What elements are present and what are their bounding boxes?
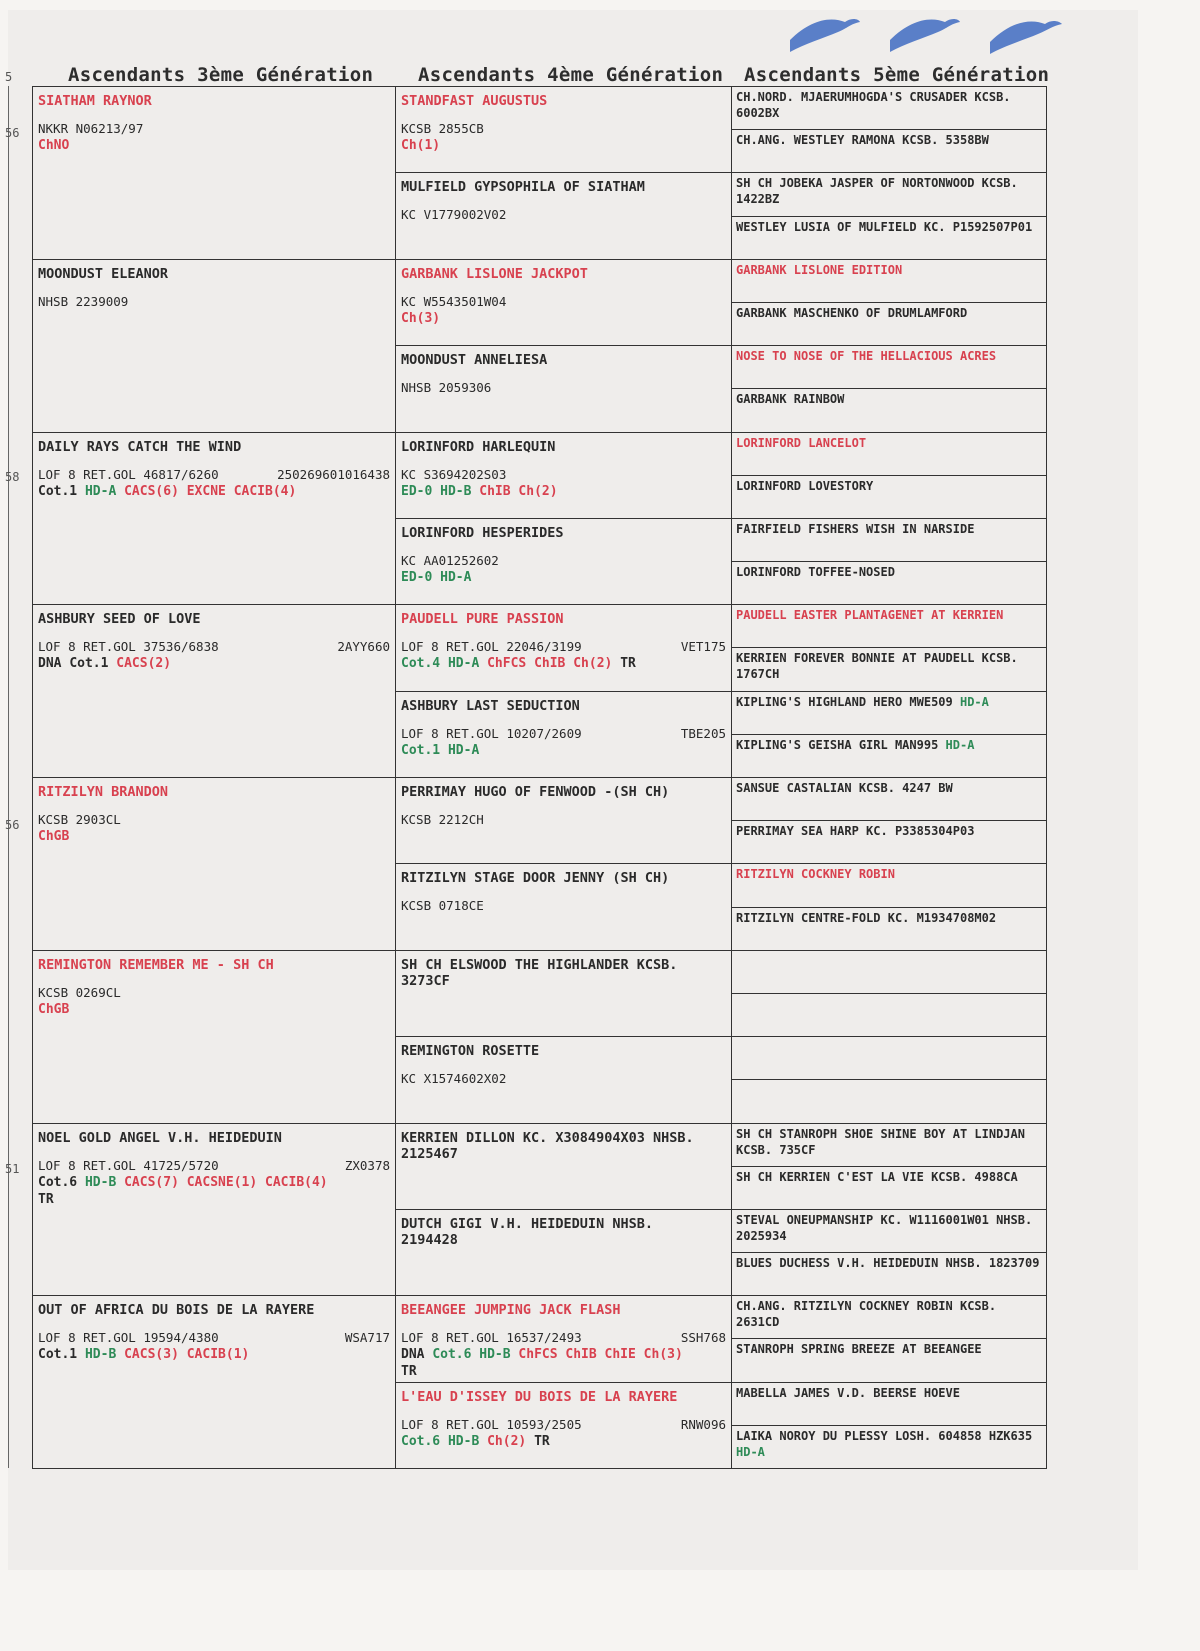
- gen5-cell: [731, 1079, 1047, 1122]
- title-badge: Ch(3): [401, 310, 441, 326]
- title-badge: Cot.1: [38, 483, 78, 499]
- title-badge: ChFCS: [487, 656, 527, 672]
- gen3-cell: [32, 777, 395, 950]
- registration-number: NHSB 2239009: [38, 293, 129, 309]
- registration: [38, 121, 395, 136]
- dog-name: MULFIELD GYPSOPHILA OF SIATHAM: [401, 179, 645, 196]
- gen4-cell: [395, 691, 731, 777]
- title-badge: Cot.1: [69, 656, 109, 672]
- ancestor-name: [736, 348, 1040, 364]
- ancestor-name: [736, 1428, 1040, 1460]
- gen5-cell: [731, 1382, 1047, 1425]
- title-badge: Ch(2): [518, 483, 558, 499]
- ancestor-text: GARBANK RAINBOW: [736, 392, 845, 407]
- registration-number: KC X1574602X02: [401, 1071, 507, 1087]
- title-badge: CACIB(1): [186, 1347, 250, 1363]
- ancestor-name: [736, 175, 1040, 207]
- title-badge: ChGB: [38, 1001, 70, 1017]
- health-badge: HD-A: [736, 1444, 765, 1459]
- dog-name: GARBANK LISLONE JACKPOT: [401, 265, 588, 282]
- registration: [401, 1417, 731, 1432]
- ancestor-name: [736, 219, 1040, 235]
- dog-name-cont: 3273CF: [401, 972, 450, 989]
- ancestor-text: GARBANK LISLONE EDITION: [736, 262, 903, 277]
- titles-line: [401, 656, 731, 671]
- registration: [401, 380, 731, 395]
- gen5-cell: [731, 734, 1047, 777]
- ancestor-name: [736, 89, 1040, 121]
- registration: [401, 121, 731, 136]
- registration-number: KCSB 2212CH: [401, 812, 484, 827]
- title-badge: ED-0: [401, 569, 433, 585]
- registration: [401, 553, 731, 568]
- registration: [38, 985, 395, 1000]
- gen5-cell: [731, 259, 1047, 302]
- registration-number: NKKR N06213/97: [38, 121, 144, 136]
- gen4-cell: [395, 86, 731, 172]
- ancestor-name: [736, 866, 1040, 882]
- dog-id: 2AYY660: [337, 639, 390, 655]
- gen4-cell: [395, 863, 731, 949]
- registration-number: KC W5543501W04: [401, 293, 507, 309]
- dog-name-cont: 2194428: [401, 1231, 458, 1248]
- title-badge: ChGB: [38, 829, 70, 844]
- ancestor-name: [736, 564, 1040, 580]
- grid-bottom-border: [32, 1468, 1047, 1469]
- ancestor-name: [736, 435, 1040, 451]
- title-badge: ED-0: [401, 483, 433, 499]
- registration: [401, 207, 731, 222]
- title-badge: DNA: [38, 656, 62, 672]
- ancestor-name: [736, 1298, 1040, 1330]
- registration: [38, 294, 395, 309]
- bird-logo: [790, 10, 1090, 60]
- title-badge: ChIB: [534, 656, 566, 672]
- registration-number: LOF 8 RET.GOL 22046/3199: [401, 639, 582, 655]
- registration: [401, 726, 731, 741]
- gen5-cell: [731, 1036, 1047, 1079]
- ancestor-name: [736, 132, 1040, 148]
- left-edge-fragment: 51: [5, 1162, 20, 1176]
- title-badge: HD-B: [479, 1347, 511, 1363]
- gen4-cell: [395, 345, 731, 431]
- dog-name: ASHBURY LAST SEDUCTION: [401, 697, 580, 714]
- gen5-cell: [731, 475, 1047, 518]
- title-badge: Cot.4: [401, 656, 441, 672]
- dog-name: PERRIMAY HUGO OF FENWOOD -(SH CH): [401, 784, 670, 800]
- dog-id: ZX0378: [344, 1157, 390, 1173]
- gen5-cell: [731, 820, 1047, 863]
- title-badge: HD-A: [447, 742, 480, 758]
- gen3-cell: [32, 432, 395, 605]
- gen3-cell: [32, 604, 395, 777]
- left-edge-fragment: 56: [5, 126, 20, 140]
- titles-line: [38, 484, 395, 499]
- registration: [401, 898, 731, 913]
- titles-line-2: TR: [38, 1191, 54, 1207]
- title-badge: ChIE: [604, 1347, 636, 1363]
- dog-name: REMINGTON ROSETTE: [401, 1043, 540, 1060]
- ancestor-name: [736, 1169, 1040, 1185]
- registration-number: KC V1779002V02: [401, 207, 507, 223]
- titles-line: [401, 743, 731, 758]
- title-badge: Cot.6: [38, 1174, 78, 1190]
- ancestor-text: KIPLING'S HIGHLAND HERO MWE509: [736, 694, 953, 709]
- ancestor-name: [736, 305, 1040, 321]
- header-gen4: Ascendants 4ème Génération: [418, 64, 724, 86]
- titles-line: [38, 138, 395, 153]
- gen5-cell: [731, 993, 1047, 1036]
- gen5-cell: [731, 216, 1047, 259]
- title-badge: CACIB(4): [265, 1174, 328, 1190]
- registration-number: KC S3694202S03: [401, 466, 507, 482]
- dog-name: MOONDUST ELEANOR: [38, 265, 169, 282]
- ancestor-name: [736, 694, 1040, 710]
- title-badge: HD-A: [84, 483, 117, 499]
- title-badge: ChIB: [479, 483, 511, 499]
- registration: [38, 639, 395, 654]
- dog-name: NOEL GOLD ANGEL V.H. HEIDEDUIN: [38, 1129, 282, 1146]
- registration-number: LOF 8 RET.GOL 10207/2609: [401, 725, 582, 741]
- ancestor-name: [736, 262, 1040, 278]
- gen3-cell: [32, 86, 395, 259]
- registration-number: KCSB 2855CB: [401, 121, 484, 136]
- titles-line: [401, 138, 731, 153]
- header-gen5: Ascendants 5ème Génération: [744, 64, 1050, 86]
- gen5-cell: [731, 432, 1047, 475]
- gen5-cell: [731, 1252, 1047, 1295]
- titles-line: [38, 1175, 395, 1190]
- gen5-cell: [731, 1209, 1047, 1252]
- title-badge: Ch(1): [401, 138, 441, 153]
- gen5-cell: [731, 1123, 1047, 1166]
- ancestor-name: [736, 1385, 1040, 1401]
- ancestor-name: [736, 780, 1040, 796]
- gen5-cell: [731, 777, 1047, 820]
- dog-name: SIATHAM RAYNOR: [38, 93, 152, 109]
- dog-name: RITZILYN BRANDON: [38, 784, 169, 800]
- dog-name: REMINGTON REMEMBER ME - SH CH: [38, 956, 274, 973]
- gen5-cell: [731, 172, 1047, 215]
- ancestor-text: KERRIEN FOREVER BONNIE AT PAUDELL KCSB. 1767CH: [736, 651, 1018, 682]
- gen5-cell: [731, 129, 1047, 172]
- ancestor-text: RITZILYN CENTRE-FOLD KC. M1934708M02: [736, 910, 997, 925]
- registration-number: LOF 8 RET.GOL 19594/4380: [38, 1330, 219, 1346]
- ancestor-text: CH.ANG. WESTLEY RAMONA KCSB. 5358BW: [736, 133, 989, 148]
- titles-line: [401, 570, 731, 585]
- gen4-cell: [395, 1295, 731, 1381]
- title-badge: Ch(3): [643, 1347, 683, 1363]
- title-badge: TR: [534, 1433, 550, 1449]
- registration: [38, 467, 395, 482]
- ancestor-text: GARBANK MASCHENKO OF DRUMLAMFORD: [736, 305, 968, 320]
- ancestor-text: KIPLING'S GEISHA GIRL MAN995: [736, 737, 939, 752]
- ancestor-name: [736, 1341, 1040, 1357]
- registration-number: KCSB 2903CL: [38, 812, 121, 827]
- ancestor-text: BLUES DUCHESS V.H. HEIDEDUIN NHSB. 1823709: [736, 1256, 1040, 1271]
- dog-name-cont: 2125467: [401, 1145, 458, 1162]
- gen5-cell: [731, 691, 1047, 734]
- ancestor-name: [736, 910, 1040, 926]
- ancestor-text: WESTLEY LUSIA OF MULFIELD KC. P1592507P01: [736, 219, 1033, 234]
- gen5-cell: [731, 388, 1047, 431]
- dog-id: RNW096: [680, 1416, 726, 1432]
- gen4-cell: [395, 1036, 731, 1122]
- gen5-cell: [731, 907, 1047, 950]
- titles-line: [401, 311, 731, 326]
- dog-name: RITZILYN STAGE DOOR JENNY (SH CH): [401, 870, 670, 887]
- gen5-cell: [731, 561, 1047, 604]
- registration: [38, 1158, 395, 1173]
- titles-line: [401, 1434, 731, 1449]
- registration-number: LOF 8 RET.GOL 46817/6260: [38, 466, 219, 482]
- ancestor-text: CH.ANG. RITZILYN COCKNEY ROBIN KCSB. 2631CD: [736, 1299, 997, 1330]
- dog-id: WSA717: [344, 1330, 390, 1346]
- ancestor-name: [736, 1212, 1040, 1244]
- dog-name: STANDFAST AUGUSTUS: [401, 93, 548, 109]
- registration-number: NHSB 2059306: [401, 380, 492, 396]
- gen5-cell: [731, 345, 1047, 388]
- registration-number: LOF 8 RET.GOL 41725/5720: [38, 1157, 219, 1173]
- ancestor-text: LORINFORD TOFFEE-NOSED: [736, 565, 895, 580]
- registration: [38, 1330, 395, 1345]
- gen4-cell: [395, 172, 731, 258]
- registration-number: KCSB 0269CL: [38, 984, 121, 1000]
- title-badge: CACSNE(1): [186, 1174, 258, 1190]
- gen3-cell: [32, 950, 395, 1123]
- titles-line-2: TR: [401, 1364, 417, 1380]
- gen5-cell: [731, 1338, 1047, 1381]
- gen5-cell: [731, 604, 1047, 647]
- registration-number: KC AA01252602: [401, 552, 499, 568]
- ancestor-text: SANSUE CASTALIAN KCSB. 4247 BW: [736, 781, 953, 795]
- ancestor-text: STEVAL ONEUPMANSHIP KC. W1116001W01 NHSB. 2025934: [736, 1212, 1033, 1243]
- gen3-cell: [32, 259, 395, 432]
- title-badge: ChIB: [565, 1347, 597, 1363]
- ancestor-text: CH.NORD. MJAERUMHOGDA'S CRUSADER KCSB. 6002BX: [736, 90, 1011, 120]
- title-badge: Cot.1: [401, 742, 441, 758]
- registration: [401, 812, 731, 827]
- dog-name: MOONDUST ANNELIESA: [401, 352, 548, 369]
- gen4-cell: [395, 259, 731, 345]
- ancestor-name: [736, 650, 1040, 682]
- ancestor-text: RITZILYN COCKNEY ROBIN: [736, 867, 895, 882]
- title-badge: CACS(2): [116, 656, 172, 672]
- registration: [401, 1330, 731, 1345]
- registration-number: LOF 8 RET.GOL 10593/2505: [401, 1416, 582, 1432]
- gen4-cell: [395, 604, 731, 690]
- title-badge: TR: [620, 656, 636, 672]
- gen4-cell: [395, 1123, 731, 1209]
- gen3-cell: [32, 1123, 395, 1296]
- header-gen3: Ascendants 3ème Génération: [68, 64, 374, 86]
- registration: [401, 467, 731, 482]
- dog-name: DAILY RAYS CATCH THE WIND: [38, 438, 242, 455]
- title-badge: Ch(2): [487, 1433, 527, 1449]
- title-badge: HD-B: [447, 1433, 480, 1449]
- ancestor-text: NOSE TO NOSE OF THE HELLACIOUS ACRES: [736, 349, 997, 364]
- title-badge: CACS(7): [124, 1174, 179, 1190]
- title-badge: ChNO: [38, 138, 70, 153]
- title-badge: Cot.6: [432, 1347, 472, 1363]
- dog-name: BEEANGEE JUMPING JACK FLASH: [401, 1302, 621, 1319]
- gen5-cell: [731, 518, 1047, 561]
- gen4-cell: [395, 950, 731, 1036]
- dog-name: L'EAU D'ISSEY DU BOIS DE LA RAYERE: [401, 1388, 678, 1405]
- registration: [401, 639, 731, 654]
- titles-line: [401, 484, 731, 499]
- ancestor-name: [736, 478, 1040, 494]
- titles-line: [38, 1347, 395, 1362]
- title-badge: HD-B: [84, 1174, 117, 1190]
- gen5-cell: [731, 1295, 1047, 1338]
- dog-id: VET175: [680, 639, 726, 655]
- registration-number: KCSB 0718CE: [401, 898, 484, 914]
- gen5-cell: [731, 1166, 1047, 1209]
- title-badge: HD-B: [84, 1347, 117, 1363]
- dog-id: SSH768: [680, 1330, 726, 1346]
- dog-name: LORINFORD HARLEQUIN: [401, 438, 556, 455]
- dog-id: TBE205: [680, 725, 726, 741]
- ancestor-name: [736, 1255, 1040, 1271]
- title-badge: DNA: [401, 1347, 425, 1363]
- dog-name: OUT OF AFRICA DU BOIS DE LA RAYERE: [38, 1302, 315, 1319]
- title-badge: Cot.6: [401, 1433, 441, 1449]
- left-edge-fragment: 58: [5, 470, 20, 484]
- title-badge: EXCNE: [186, 483, 226, 499]
- dog-name: LORINFORD HESPERIDES: [401, 524, 564, 541]
- ancestor-name: [736, 607, 1040, 623]
- ancestor-text: SH CH KERRIEN C'EST LA VIE KCSB. 4988CA: [736, 1169, 1018, 1184]
- titles-line: [38, 1002, 395, 1017]
- titles-line: [38, 656, 395, 671]
- health-badge: HD-A: [945, 737, 975, 752]
- ancestor-text: PAUDELL EASTER PLANTAGENET AT KERRIEN: [736, 608, 1004, 623]
- left-edge-fragment: 56: [5, 818, 20, 832]
- title-badge: CACIB(4): [233, 483, 297, 499]
- titles-line: [401, 1347, 731, 1362]
- gen5-cell: [731, 1425, 1047, 1468]
- ancestor-name: [736, 521, 1040, 537]
- gen5-cell: [731, 950, 1047, 993]
- ancestor-text: LORINFORD LOVESTORY: [736, 478, 874, 493]
- registration-number: LOF 8 RET.GOL 16537/2493: [401, 1330, 582, 1346]
- title-badge: HD-A: [447, 656, 480, 672]
- registration: [38, 812, 395, 827]
- ancestor-text: SH CH JOBEKA JASPER OF NORTONWOOD KCSB. 1422BZ: [736, 176, 1018, 207]
- title-badge: Cot.1: [38, 1347, 78, 1363]
- dog-name: SH CH ELSWOOD THE HIGHLANDER KCSB.: [401, 956, 678, 973]
- gen5-cell: [731, 86, 1047, 129]
- gen4-cell: [395, 518, 731, 604]
- left-edge-line: [8, 86, 9, 1468]
- dog-name: PAUDELL PURE PASSION: [401, 611, 564, 628]
- registration-number: LOF 8 RET.GOL 37536/6838: [38, 639, 219, 655]
- dog-name: ASHBURY SEED OF LOVE: [38, 611, 201, 628]
- title-badge: CACS(6): [124, 483, 179, 499]
- titles-line: [38, 829, 395, 844]
- gen4-cell: [395, 432, 731, 518]
- title-badge: HD-B: [440, 483, 472, 499]
- title-badge: HD-A: [440, 569, 472, 585]
- gen5-cell: [731, 647, 1047, 690]
- ancestor-name: [736, 1126, 1040, 1158]
- dog-id: 250269601016438: [277, 466, 390, 482]
- gen5-cell: [731, 302, 1047, 345]
- registration: [401, 294, 731, 309]
- ancestor-text: MABELLA JAMES V.D. BEERSE HOEVE: [736, 1385, 960, 1400]
- gen4-cell: [395, 777, 731, 863]
- dog-name: KERRIEN DILLON KC. X3084904X03 NHSB.: [401, 1129, 694, 1146]
- ancestor-text: SH CH STANROPH SHOE SHINE BOY AT LINDJAN KCSB. 735CF: [736, 1126, 1025, 1157]
- gen5-cell: [731, 863, 1047, 906]
- ancestor-name: [736, 737, 1040, 753]
- dog-name: DUTCH GIGI V.H. HEIDEDUIN NHSB.: [401, 1215, 653, 1232]
- health-badge: HD-A: [959, 694, 989, 709]
- title-badge: Ch(2): [573, 656, 613, 672]
- ancestor-text: LAIKA NOROY DU PLESSY LOSH. 604858 HZK635: [736, 1428, 1033, 1443]
- ancestor-name: [736, 391, 1040, 407]
- title-badge: CACS(3): [124, 1347, 179, 1363]
- ancestor-text: LORINFORD LANCELOT: [736, 435, 867, 450]
- title-badge: ChFCS: [518, 1347, 558, 1363]
- ancestor-text: FAIRFIELD FISHERS WISH IN NARSIDE: [736, 521, 975, 536]
- gen4-cell: [395, 1209, 731, 1295]
- gen3-cell: [32, 1295, 395, 1468]
- left-edge-fragment: 5: [5, 70, 13, 84]
- ancestor-text: PERRIMAY SEA HARP KC. P3385304P03: [736, 824, 975, 839]
- ancestor-name: [736, 823, 1040, 839]
- registration: [401, 1071, 731, 1086]
- gen4-cell: [395, 1382, 731, 1468]
- ancestor-text: STANROPH SPRING BREEZE AT BEEANGEE: [736, 1342, 982, 1357]
